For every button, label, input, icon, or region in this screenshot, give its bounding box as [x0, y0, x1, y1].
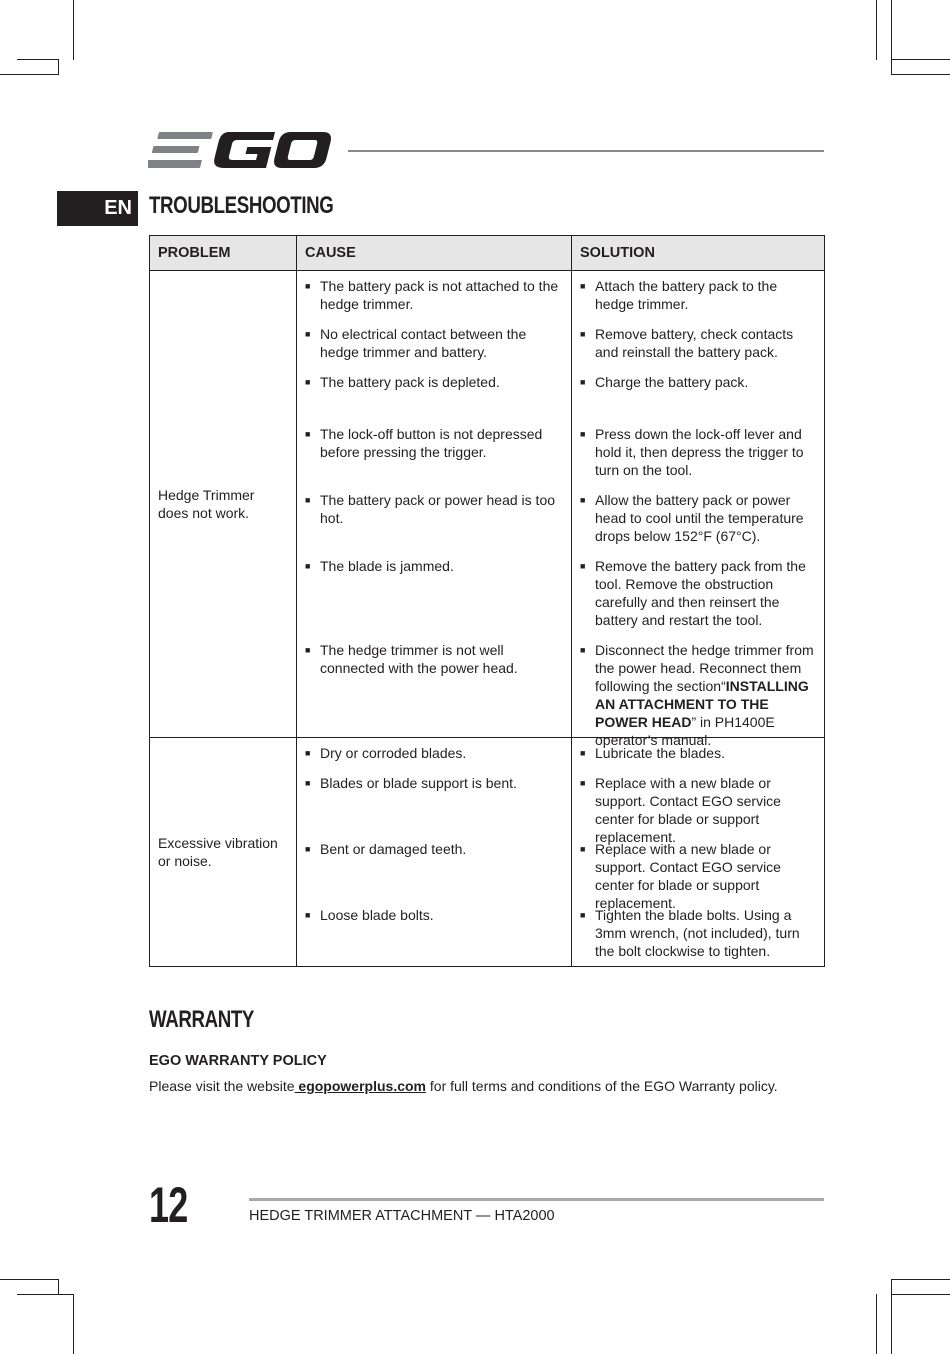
list-item: ■ Press down the lock-off lever and hold it, then depress the trigger to turn on the tool. — [580, 426, 804, 478]
crop-mark — [73, 1294, 74, 1354]
list-item: ■ The blade is jammed. — [305, 557, 563, 629]
cause-cell — [297, 271, 572, 738]
bullet-icon: ■ — [580, 910, 586, 920]
list-item: ■ Remove battery, check contacts and reinstall the battery pack. — [580, 326, 794, 360]
list-item: ■ Lubricate the blades. — [580, 745, 725, 761]
page-number: 12 — [149, 1177, 188, 1233]
list-item: ■ The battery pack is not attached to the hedge trimmer. — [305, 278, 559, 312]
list-item: ■ Charge the battery pack. — [580, 373, 816, 413]
list-item: ■ Loose blade bolts. — [305, 906, 563, 960]
warranty-subtitle: EGO WARRANTY POLICY — [149, 1053, 327, 1069]
language-tab: EN — [57, 191, 138, 226]
list-item: ■ Replace with a new blade or support. Contact EGO service center for blade or support replacement. — [580, 775, 781, 845]
crop-mark — [58, 1279, 59, 1294]
bullet-icon: ■ — [580, 429, 586, 439]
header-solution: SOLUTION — [572, 236, 825, 271]
table-row — [150, 738, 825, 967]
warranty-title: WARRANTY — [149, 1006, 255, 1033]
crop-mark — [0, 1279, 58, 1280]
bullet-icon: ■ — [580, 495, 586, 505]
bullet-icon: ■ — [305, 429, 311, 439]
bullet-icon: ■ — [305, 561, 311, 571]
crop-mark — [0, 74, 58, 75]
warranty-text: Please visit the website egopowerplus.com for full terms and conditions of the EGO Warranty policy. — [149, 1078, 778, 1094]
problem-cell: Excessive vibration or noise. — [150, 738, 297, 967]
crop-mark — [891, 1279, 892, 1354]
bullet-icon: ■ — [305, 844, 311, 854]
list-item: ■ Allow the battery pack or power head to cool until the temperature drops below 152°F (67°C). — [580, 492, 804, 544]
crop-mark — [876, 0, 877, 60]
bullet-icon: ■ — [305, 377, 311, 387]
crop-mark — [891, 0, 892, 75]
list-item: ■ Replace with a new blade or support. Contact EGO service center for blade or support replacement. — [580, 841, 781, 911]
troubleshooting-table — [149, 235, 825, 967]
list-item: ■ The hedge trimmer is not well connected with the power head. — [305, 641, 563, 731]
header-rule — [348, 150, 824, 152]
bullet-icon: ■ — [305, 778, 311, 788]
bullet-icon: ■ — [305, 281, 311, 291]
crop-mark — [876, 1294, 877, 1354]
problem-cell: Hedge Trimmer does not work. — [150, 271, 297, 738]
crop-mark — [891, 1294, 950, 1295]
website-link[interactable]: egopowerplus.com — [294, 1078, 426, 1094]
list-item: ■ Blades or blade support is bent. — [305, 774, 563, 828]
footer-text: HEDGE TRIMMER ATTACHMENT — HTA2000 — [249, 1208, 555, 1224]
list-item: ■ No electrical contact between the hedge trimmer and battery. — [305, 326, 527, 360]
table-row — [150, 271, 825, 738]
solution-text-with-bold: Disconnect the hedge trimmer from the power head. Reconnect them following the section“INSTALLING AN ATTACHMENT TO THE POWER HEAD” in PH1400E operator’s manual. — [595, 642, 814, 748]
header-cause: CAUSE — [297, 236, 572, 271]
list-item: ■ Remove the battery pack from the tool. Remove the obstruction carefully and then reinsert the battery and restart the tool. — [580, 558, 806, 628]
table-header-row — [150, 236, 825, 271]
solution-cell — [572, 271, 825, 748]
list-item: ■ Attach the battery pack to the hedge trimmer. — [580, 278, 778, 312]
crop-mark — [891, 59, 950, 60]
crop-mark — [58, 60, 59, 75]
bullet-icon: ■ — [305, 495, 311, 505]
cause-cell — [297, 738, 572, 967]
crop-mark — [73, 0, 74, 60]
list-item: ■ Dry or corroded blades. — [305, 745, 467, 761]
bullet-icon: ■ — [580, 778, 586, 788]
list-item: ■ The battery pack is depleted. — [305, 373, 563, 413]
bullet-icon: ■ — [305, 748, 311, 758]
bullet-icon: ■ — [580, 748, 586, 758]
ego-logo — [148, 128, 332, 172]
bullet-icon: ■ — [305, 329, 311, 339]
bullet-icon: ■ — [580, 329, 586, 339]
list-item: ■ The battery pack or power head is too hot. — [305, 491, 563, 545]
list-item: ■ The lock-off button is not depressed before pressing the trigger. — [305, 425, 563, 479]
crop-mark — [891, 74, 950, 75]
bullet-icon: ■ — [580, 844, 586, 854]
list-item: ■ Tighten the blade bolts. Using a 3mm wrench, (not included), turn the bolt clockwise to tighten. — [580, 907, 800, 959]
bullet-icon: ■ — [305, 910, 311, 920]
list-item — [580, 641, 816, 748]
bullet-icon: ■ — [580, 645, 586, 655]
crop-mark — [891, 1279, 950, 1280]
solution-cell — [572, 738, 825, 967]
header-problem: PROBLEM — [150, 236, 297, 271]
bullet-icon: ■ — [580, 281, 586, 291]
crop-mark — [17, 1294, 73, 1295]
troubleshooting-title: TROUBLESHOOTING — [149, 192, 334, 219]
crop-mark — [17, 59, 59, 60]
footer-rule — [249, 1198, 824, 1201]
bullet-icon: ■ — [305, 645, 311, 655]
list-item: ■ Bent or damaged teeth. — [305, 840, 563, 894]
bullet-icon: ■ — [580, 561, 586, 571]
bullet-icon: ■ — [580, 377, 586, 387]
